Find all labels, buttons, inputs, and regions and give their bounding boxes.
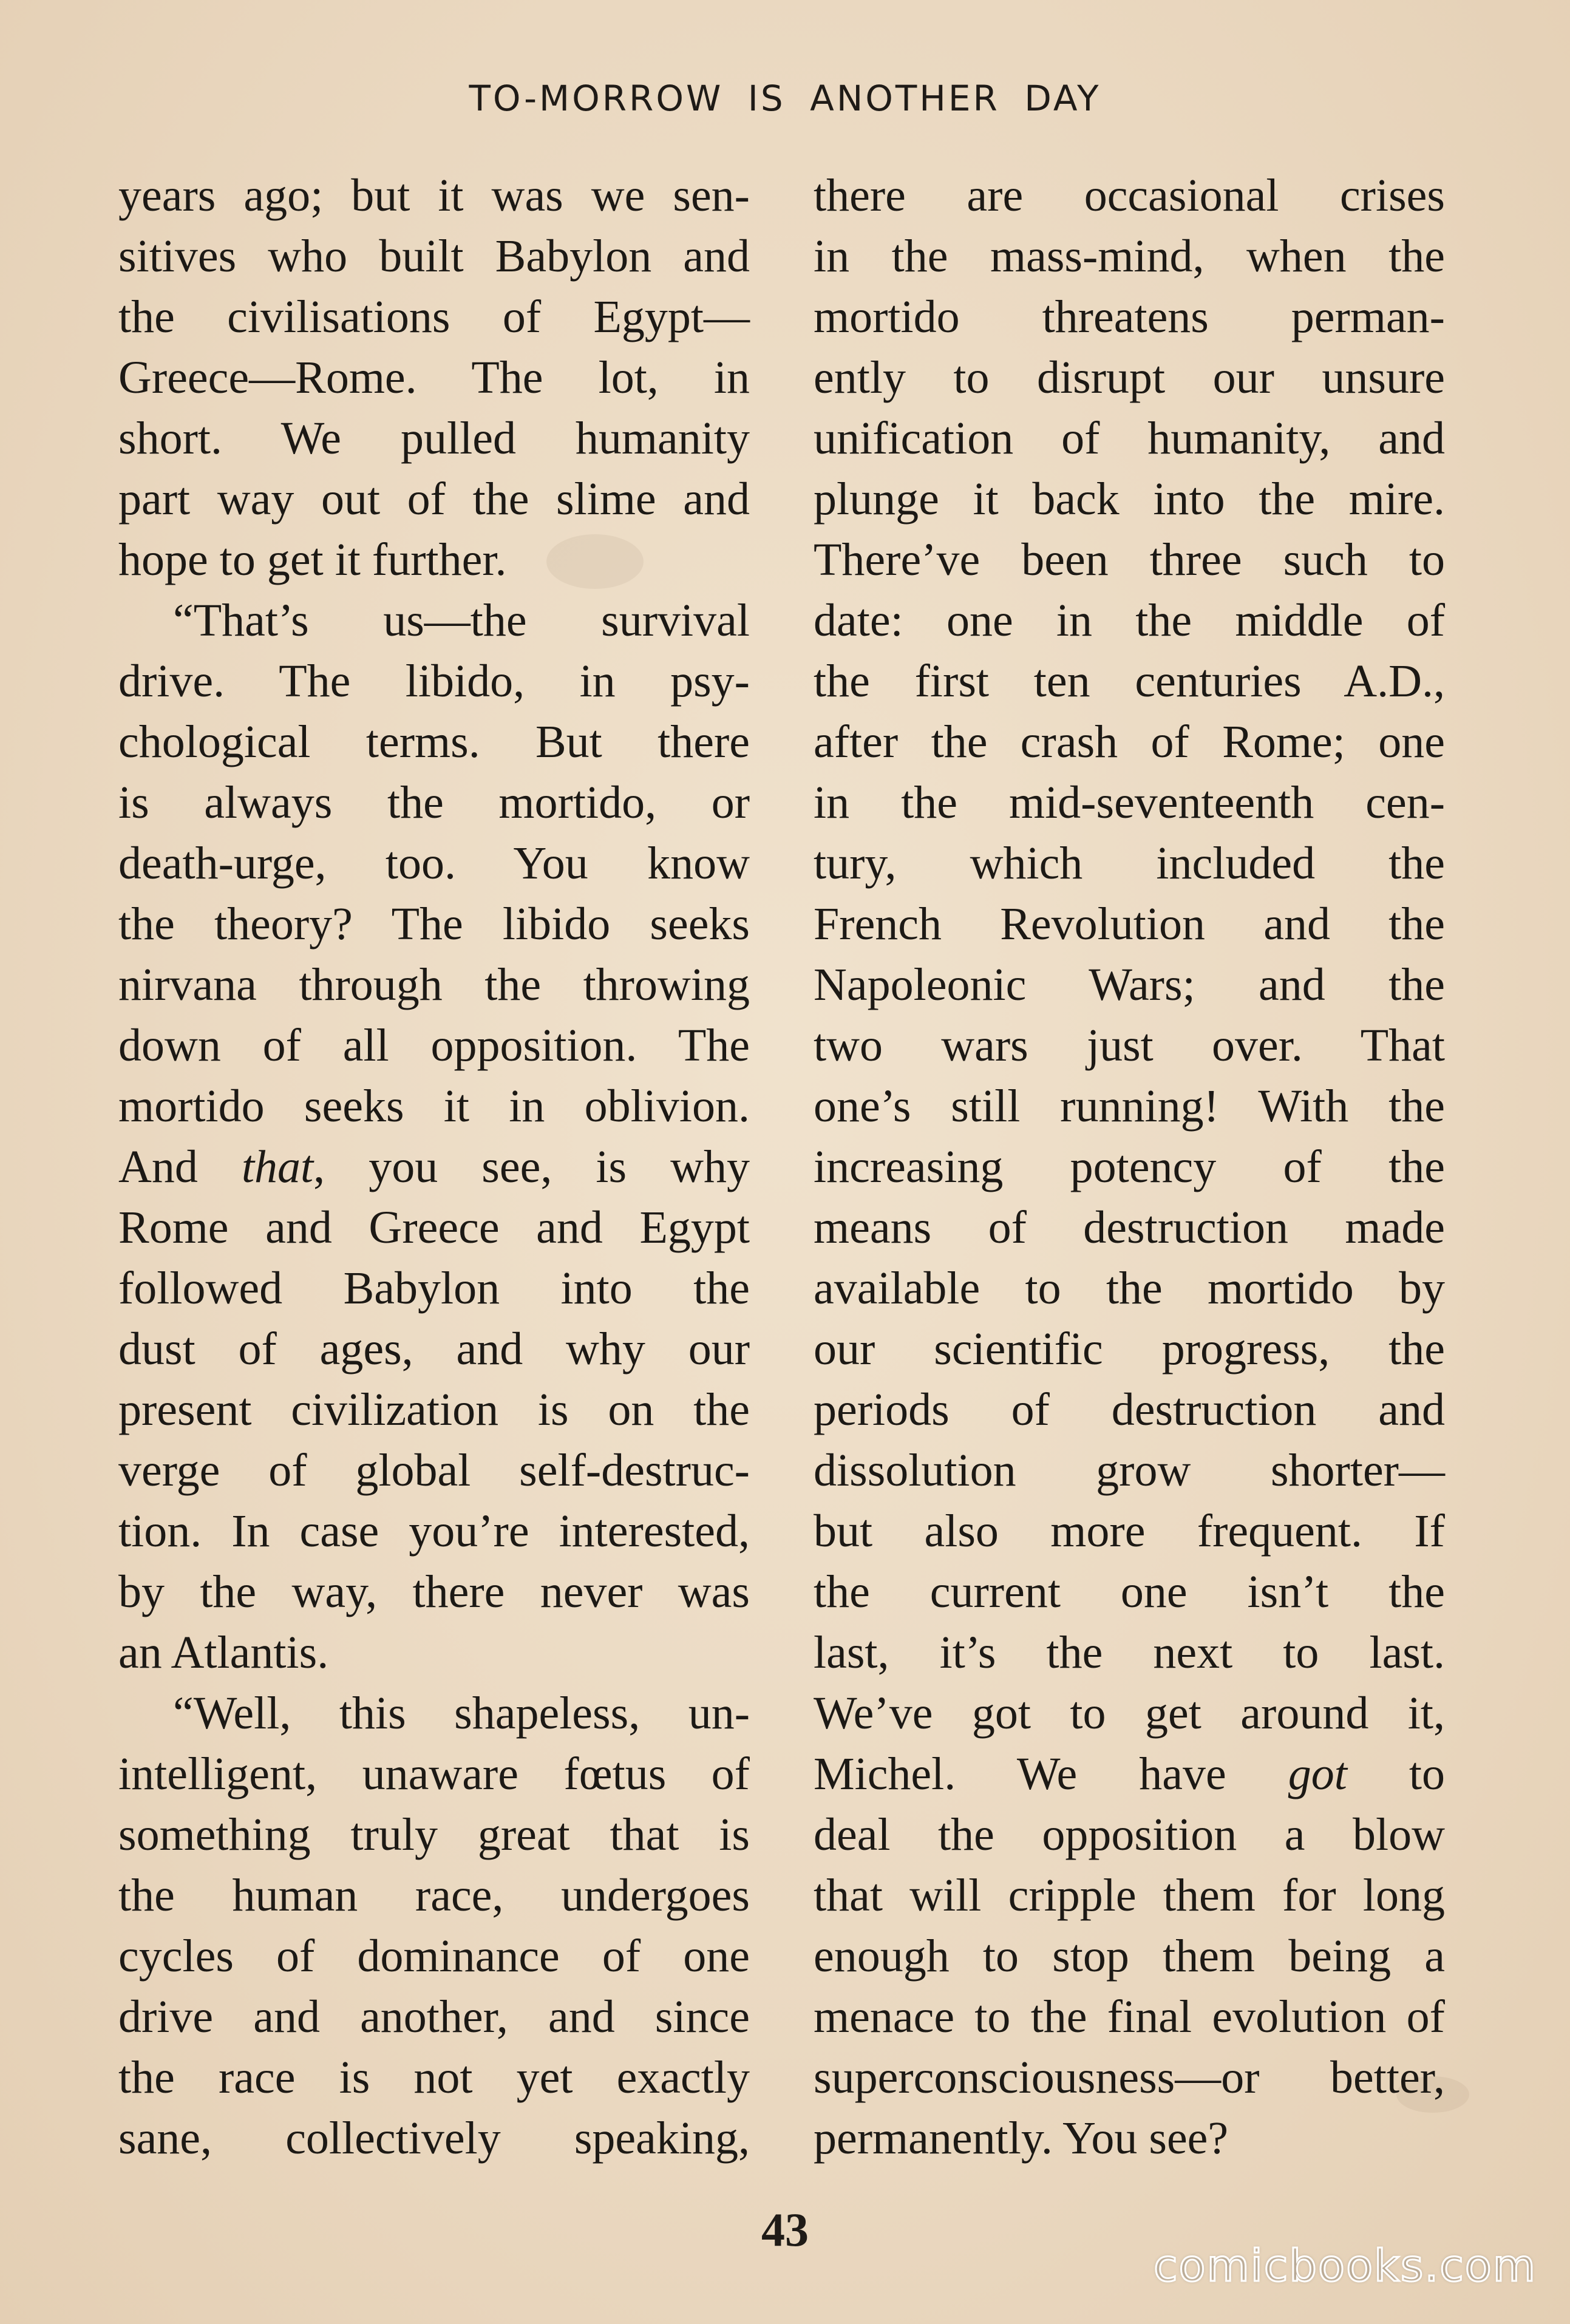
text-line: years ago; but it was we sen- <box>118 170 750 221</box>
text-line: We’ve got to get around it, <box>814 1688 1445 1739</box>
text-line: followed Babylon into the <box>118 1263 750 1314</box>
text-line: but also more frequent. If <box>814 1506 1445 1557</box>
text-line: increasing potency of the <box>814 1141 1445 1192</box>
left-column <box>118 165 750 2169</box>
text-line: There’ve been three such to <box>814 534 1445 585</box>
text-line: that will cripple them for long <box>814 1870 1445 1921</box>
text-line: means of destruction made <box>814 1202 1445 1253</box>
text-line: ently to disrupt our unsure <box>814 352 1445 403</box>
text-line: verge of global self-destruc- <box>118 1445 750 1496</box>
text-line: present civilization is on the <box>118 1384 750 1435</box>
text-line: the civilisations of Egypt— <box>118 291 750 342</box>
text-line: part way out of the slime and <box>118 474 750 525</box>
text-line: death-urge, too. You know <box>118 838 750 889</box>
text-line: sitives who built Babylon and <box>118 231 750 282</box>
watermark: comicbooks.com <box>1153 2240 1537 2291</box>
text-line: cycles of dominance of one <box>118 1931 750 1982</box>
text-line: two wars just over. That <box>814 1020 1445 1071</box>
text-line: dissolution grow shorter— <box>814 1445 1445 1496</box>
text-line: French Revolution and the <box>814 899 1445 950</box>
text-line: chological terms. But there <box>118 716 750 767</box>
text-line: drive. The libido, in psy- <box>118 656 750 707</box>
text-line: down of all opposition. The <box>118 1020 750 1071</box>
text-line: our scientific progress, the <box>814 1323 1445 1374</box>
text-line: one’s still running! With the <box>814 1081 1445 1132</box>
text-line: mortido threatens perman- <box>814 291 1445 342</box>
text-line: something truly great that is <box>118 1809 750 1860</box>
text-line: last, it’s the next to last. <box>814 1627 1445 1678</box>
text-line: in the mass-mind, when the <box>814 231 1445 282</box>
text-line: date: one in the middle of <box>814 595 1445 646</box>
text-line: Rome and Greece and Egypt <box>118 1202 750 1253</box>
text-line: there are occasional crises <box>814 170 1445 221</box>
text-line: And that, you see, is why <box>118 1141 750 1192</box>
text-line: in the mid-seventeenth cen- <box>814 777 1445 828</box>
text-line: plunge it back into the mire. <box>814 474 1445 525</box>
text-line: the first ten centuries A.D., <box>814 656 1445 707</box>
text-line: permanently. You see? <box>814 2113 1229 2164</box>
text-line: the race is not yet exactly <box>118 2052 750 2103</box>
text-line: the human race, undergoes <box>118 1870 750 1921</box>
text-line: periods of destruction and <box>814 1384 1445 1435</box>
text-line: the theory? The libido seeks <box>118 899 750 950</box>
text-line: mortido seeks it in oblivion. <box>118 1081 750 1132</box>
text-line: menace to the final evolution of <box>814 1991 1445 2042</box>
text-line: hope to get it further. <box>118 534 507 585</box>
text-line: sane, collectively speaking, <box>118 2113 750 2164</box>
text-line: short. We pulled humanity <box>118 413 750 464</box>
page-number: 43 <box>761 2203 809 2256</box>
right-column <box>814 165 1445 2169</box>
text-line: “That’s us—the survival <box>173 595 750 646</box>
text-line: Napoleonic Wars; and the <box>814 959 1445 1010</box>
text-line: is always the mortido, or <box>118 777 750 828</box>
text-line: drive and another, and since <box>118 1991 750 2042</box>
text-line: Greece—Rome. The lot, in <box>118 352 750 403</box>
text-line: an Atlantis. <box>118 1627 329 1678</box>
text-line: Michel. We have got to <box>814 1748 1445 1799</box>
text-line: superconsciousness—or better, <box>814 2052 1445 2103</box>
text-line: tion. In case you’re interested, <box>118 1506 750 1557</box>
text-line: by the way, there never was <box>118 1566 750 1617</box>
text-line: deal the opposition a blow <box>814 1809 1445 1860</box>
text-line: “Well, this shapeless, un- <box>173 1688 750 1739</box>
text-line: enough to stop them being a <box>814 1931 1445 1982</box>
running-head: TO-MORROW IS ANOTHER DAY <box>469 78 1101 119</box>
text-line: intelligent, unaware fœtus of <box>118 1748 750 1799</box>
text-line: after the crash of Rome; one <box>814 716 1445 767</box>
text-line: nirvana through the throwing <box>118 959 750 1010</box>
text-line: unification of humanity, and <box>814 413 1445 464</box>
text-line: available to the mortido by <box>814 1263 1445 1314</box>
text-line: tury, which included the <box>814 838 1445 889</box>
text-line: the current one isn’t the <box>814 1566 1445 1617</box>
text-line: dust of ages, and why our <box>118 1323 750 1374</box>
